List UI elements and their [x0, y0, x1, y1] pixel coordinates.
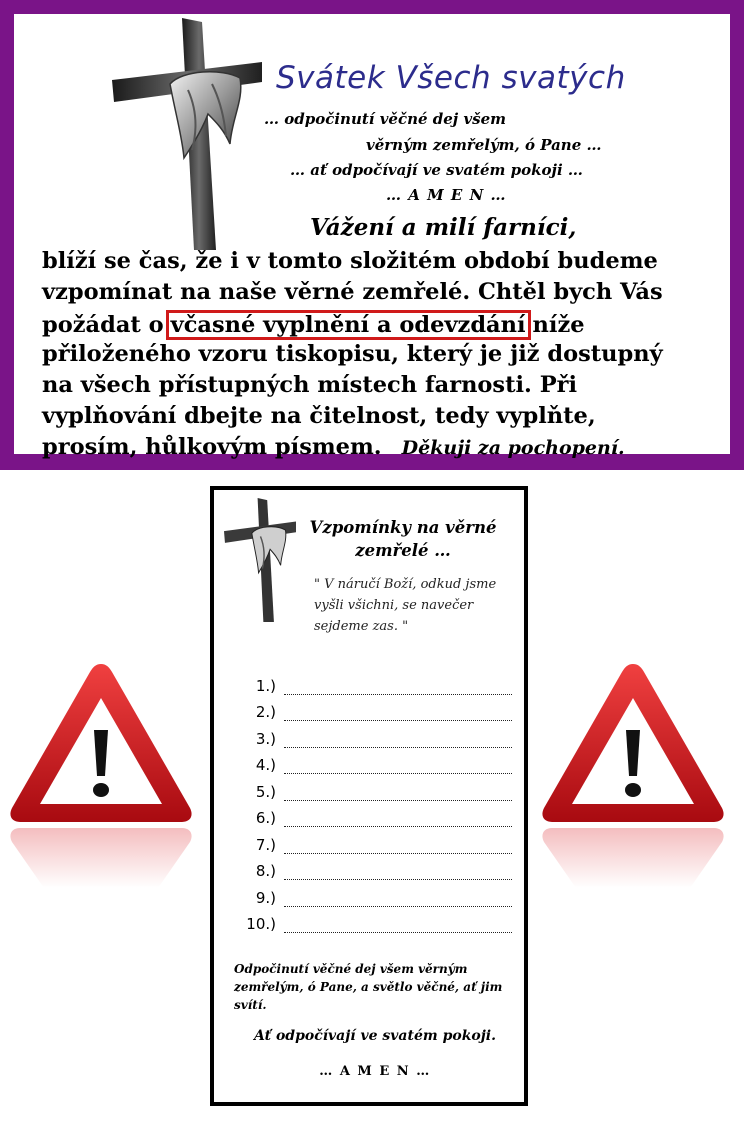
greeting: Vážení a milí farníci, [310, 214, 577, 241]
name-line[interactable] [236, 721, 516, 748]
dotted-fill-line [284, 867, 512, 880]
name-line[interactable] [236, 827, 516, 854]
prayer-line-3: … ať odpočívají ve svatém pokoji … [290, 161, 583, 179]
remembrance-form [210, 486, 528, 1106]
dotted-fill-line [284, 735, 512, 748]
line-number: 5.) [255, 782, 276, 801]
name-line[interactable] [236, 854, 516, 881]
dotted-fill-line [284, 682, 512, 695]
line-number: 3.) [255, 729, 276, 748]
line-number: 2.) [255, 703, 276, 721]
dotted-fill-line [284, 708, 512, 721]
dotted-fill-line [284, 814, 512, 827]
form-prayer: Odpočinutí věčné dej všem věrným zemřelým, ó Pane, a světlo věčné, ať jim svítí. [234, 962, 503, 1012]
prayer-line-1: … odpočinutí věčné dej všem [264, 110, 507, 128]
line-number: 1.) [255, 676, 276, 695]
body-line-3 [42, 310, 585, 340]
banner-content [14, 14, 730, 460]
dotted-fill-line [284, 894, 512, 907]
cross-with-shroud-icon [112, 18, 262, 250]
body-line-6: vyplňování dbejte na čitelnost, tedy vyplňte, [42, 403, 596, 429]
highlighted-request: včasné vyplnění a odevzdání [166, 310, 531, 340]
body-line-5: na všech přístupných místech farnosti. Při [42, 372, 578, 398]
body-line-4: přiloženého vzoru tiskopisu, který je již dostupný [42, 341, 663, 367]
body-line-2: vzpomínat na naše věrné zemřelé. Chtěl bych Vás [42, 279, 663, 305]
dotted-fill-line [284, 841, 512, 854]
form-title: Vzpomínky na věrné zemřelé … [309, 518, 497, 560]
name-line[interactable] [236, 880, 516, 907]
form-rest-line: Ať odpočívají ve svatém pokoji. [253, 1028, 496, 1044]
body-line-7-text: prosím, hůlkovým písmem. [42, 434, 382, 460]
page-title: Svátek Všech svatých [276, 60, 626, 96]
name-line[interactable] [236, 801, 516, 828]
warning-triangle-icon [540, 658, 726, 888]
prayer-amen: … A M E N … [386, 186, 507, 204]
line-number: 9.) [255, 888, 276, 907]
prayer-line-2: věrným zemřelým, ó Pane … [366, 136, 602, 154]
name-line[interactable] [236, 774, 516, 801]
name-line[interactable] [236, 907, 516, 934]
dotted-fill-line [284, 761, 512, 774]
announcement-banner [0, 0, 744, 470]
dotted-fill-line [284, 920, 512, 933]
name-line[interactable] [236, 748, 516, 775]
body-line-1: blíží se čas, že i v tomto složitém období budeme [42, 248, 658, 274]
name-lines-list [236, 668, 516, 933]
body-line-7 [42, 434, 625, 460]
line-number: 7.) [255, 835, 276, 854]
thanks-text: Děkuji za pochopení. [401, 437, 625, 459]
warning-triangle-icon [8, 658, 194, 888]
form-amen: … A M E N … [319, 1064, 431, 1079]
line-number: 6.) [255, 809, 276, 827]
body-line-3-end: níže [532, 312, 585, 338]
name-line[interactable] [236, 695, 516, 722]
line-number: 4.) [255, 756, 276, 774]
line-number: 10.) [246, 915, 276, 933]
cross-with-shroud-icon [224, 498, 296, 622]
line-number: 8.) [255, 862, 276, 880]
name-line[interactable] [236, 668, 516, 695]
body-line-3-start: požádat o [42, 312, 164, 338]
dotted-fill-line [284, 788, 512, 801]
form-quote: " V náručí Boží, odkud jsme vyšli všichni, se navečer sejdeme zas. " [314, 577, 497, 634]
